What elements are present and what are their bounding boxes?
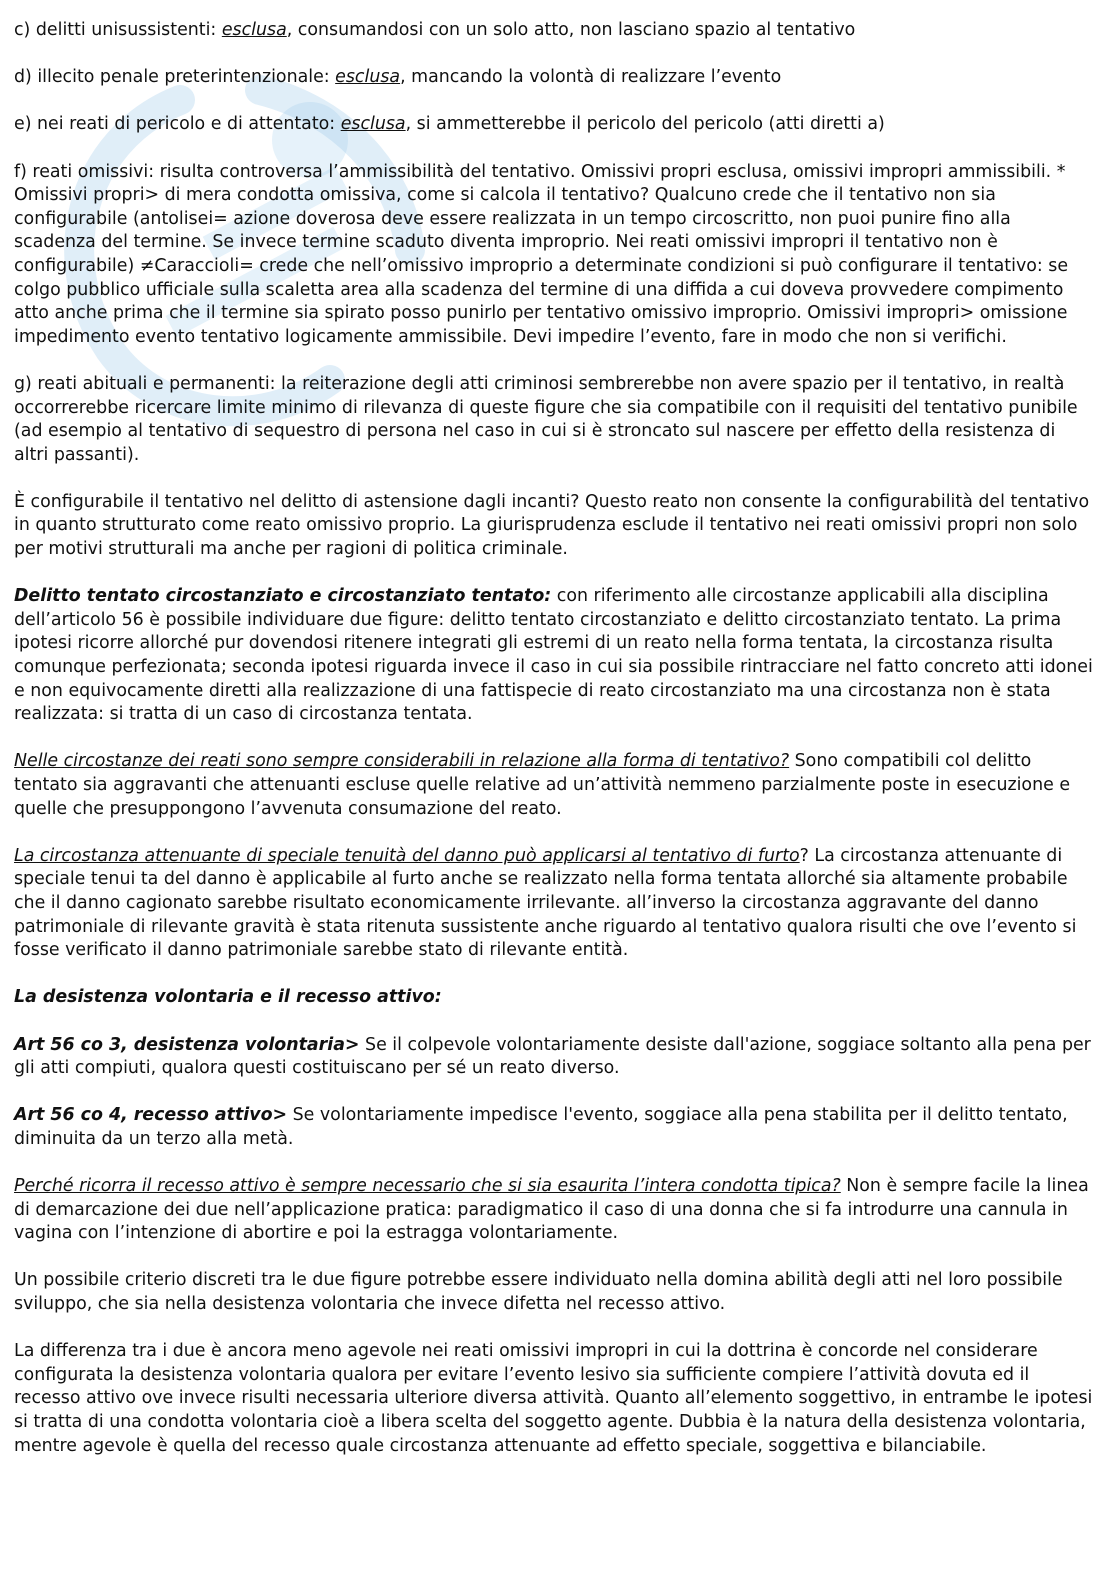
tenuita-question: La circostanza attenuante di speciale tenuità del danno può applicarsi al tentativo di furto <box>14 845 800 866</box>
esclusa-emphasis: esclusa <box>340 114 406 135</box>
art-desistenza-heading: Art 56 co 3, desistenza volontaria> <box>14 1034 360 1055</box>
circostanziato-heading: Delitto tentato circostanziato e circostanziato tentato: <box>14 586 552 607</box>
circostanze-question: Nelle circostanze dei reati sono sempre considerabili in relazione alla forma di tentativo? <box>14 751 790 772</box>
art-recesso-heading: Art 56 co 4, recesso attivo> <box>14 1105 288 1126</box>
item-f: f) reati omissivi: risulta controversa l’ammissibilità del tentativo. Omissivi propri esclusa, omissivi impropri ammissibili. * Omissivi propri> di mera condotta omissiva, come si calcola il tentativo? Qualcuno crede che il tentativo non sia configurabile (antolisei= azione doverosa deve essere realizzata in un tempo circoscritto, non puoi punire fino alla scadenza del termine. Se invece termine scaduto diventa improprio. Nei reati omissivi impropri il tentativo non è configurabile) ≠Caraccioli= crede che nell’omissivo improprio a determinate condizioni si può configurare il tentativo: se colgo pubblico ufficiale sulla scaletta area alla scadenza del termine di una diffida a cui doveva provvedere compimento atto anche prima che il termine sia spirato posso punirlo per tentativo omissivo improprio. Omissivi impropri> omissione impedimento evento tentativo logicamente ammissibile. Devi impedire l’evento, fare in modo che non si verifichi. <box>14 161 1069 347</box>
art-desistenza-paragraph: Art 56 co 3, desistenza volontaria> Se il colpevole volontariamente desiste dall'azione, soggiace soltanto alla pena per gli atti compiuti, qualora questi costituiscano per sé un reato diverso. <box>14 1034 1091 1079</box>
circostanze-question-paragraph: Nelle circostanze dei reati sono sempre considerabili in relazione alla forma di tentativo? Sono compatibili col delitto tentato sia aggravanti che attenuanti escluse quelle relative ad un’attività nemmeno parzialmente poste in esecuzione e quelle che presuppongono l’avvenuta consumazione del reato. <box>14 751 1071 819</box>
differenza-paragraph: La differenza tra i due è ancora meno agevole nei reati omissivi impropri in cui la dottrina è concorde nel considerare configurata la desistenza volontaria qualora per evitare l’evento lesivo sia sufficiente compiere l’attività dovuta ed il recesso attivo ove invece risulti necessaria ulteriore diversa attività. Quanto all’elemento soggettivo, in entrambe le ipotesi si tratta di una condotta volontaria cioè a libera scelta del soggetto agente. Dubbia è la natura della desistenza volontaria, mentre agevole è quella del recesso quale circostanza attenuante ad effetto speciale, soggettiva e bilanciabile. <box>14 1341 1093 1456</box>
tenuita-question-paragraph: La circostanza attenuante di speciale tenuità del danno può applicarsi al tentativo di furto? La circostanza attenuante di speciale tenui ta del danno è applicabile al furto anche se realizzato nella forma tentata allorché sia altamente probabile che il danno cagionato sarebbe risultato economicamente irrilevante. all’inverso la circostanza aggravante del danno patrimoniale di rilevante gravità è stata ritenuta sussistente anche riguardo al tentativo qualora risulti che ove l’evento si fosse verificato il danno patrimoniale sarebbe stato di rilevante entità. <box>14 845 1077 961</box>
esclusa-emphasis: esclusa <box>221 20 287 40</box>
recesso-question-paragraph: Perché ricorra il recesso attivo è sempre necessario che si sia esaurita l’intera condotta tipica? Non è sempre facile la linea di demarcazione dei due nell’applicazione pratica: paradigmatico il caso di una donna che si fa introdurre una cannula in vagina con l’intenzione di abortire e poi la estragga volontariamente. <box>14 1176 1089 1244</box>
item-c: c) delitti unisussistenti: esclusa, consumandosi con un solo atto, non lasciano spazio al tentativo <box>14 20 856 40</box>
criterio-paragraph: Un possibile criterio discreti tra le due figure potrebbe essere individuato nella domina abilità degli atti nel loro possibile sviluppo, che sia nella desistenza volontaria che invece difetta nel recesso attivo. <box>14 1270 1063 1315</box>
item-e: e) nei reati di pericolo e di attentato: esclusa, si ammetterebbe il pericolo del pericolo (atti diretti a) <box>14 114 885 135</box>
art-recesso-paragraph: Art 56 co 4, recesso attivo> Se volontariamente impedisce l'evento, soggiace alla pena stabilita per il delitto tentato, diminuita da un terzo alla metà. <box>14 1105 1068 1149</box>
esclusa-emphasis: esclusa <box>335 67 401 88</box>
item-g: g) reati abituali e permanenti: la reiterazione degli atti criminosi sembrerebbe non avere spazio per il tentativo, in realtà occorrerebbe ricercare limite minimo di rilevanza di queste figure che sia compatibile con il requisiti del tentativo punibile (ad esempio al tentativo di sequestro di persona nel caso in cui si è stroncato sul nascere per effetto della resistenza di altri passanti). <box>14 373 1078 465</box>
item-d: d) illecito penale preterintenzionale: esclusa, mancando la volontà di realizzare l’evento <box>14 67 782 88</box>
astensione-paragraph: È configurabile il tentativo nel delitto di astensione dagli incanti? Questo reato non consente la configurabilità del tentativo in quanto strutturato come reato omissivo proprio. La giurisprudenza esclude il tentativo nei reati omissivi propri non solo per motivi strutturali ma anche per ragioni di politica criminale. <box>14 491 1090 560</box>
recesso-question: Perché ricorra il recesso attivo è sempre necessario che si sia esaurita l’intera condotta tipica? <box>14 1176 841 1197</box>
circostanziato-paragraph: Delitto tentato circostanziato e circostanziato tentato: con riferimento alle circostanze applicabili alla disciplina dell’articolo 56 è possibile individuare due figure: delitto tentato circostanziato e delitto circostanziato tentato. La prima ipotesi ricorre allorché pur dovendosi ritenere integrati gli estremi di un reato nella forma tentata, la circostanza risulta comunque perfezionata; seconda ipotesi riguarda invece il caso in cui sia possibile rintracciare nel fatto concreto atti idonei e non equivocamente diretti alla realizzazione di una fattispecie di reato circostanziato ma una circostanza non è stata realizzata: si tratta di un caso di circostanza tentata. <box>14 586 1093 725</box>
section-heading: La desistenza volontaria e il recesso attivo: <box>14 987 442 1008</box>
